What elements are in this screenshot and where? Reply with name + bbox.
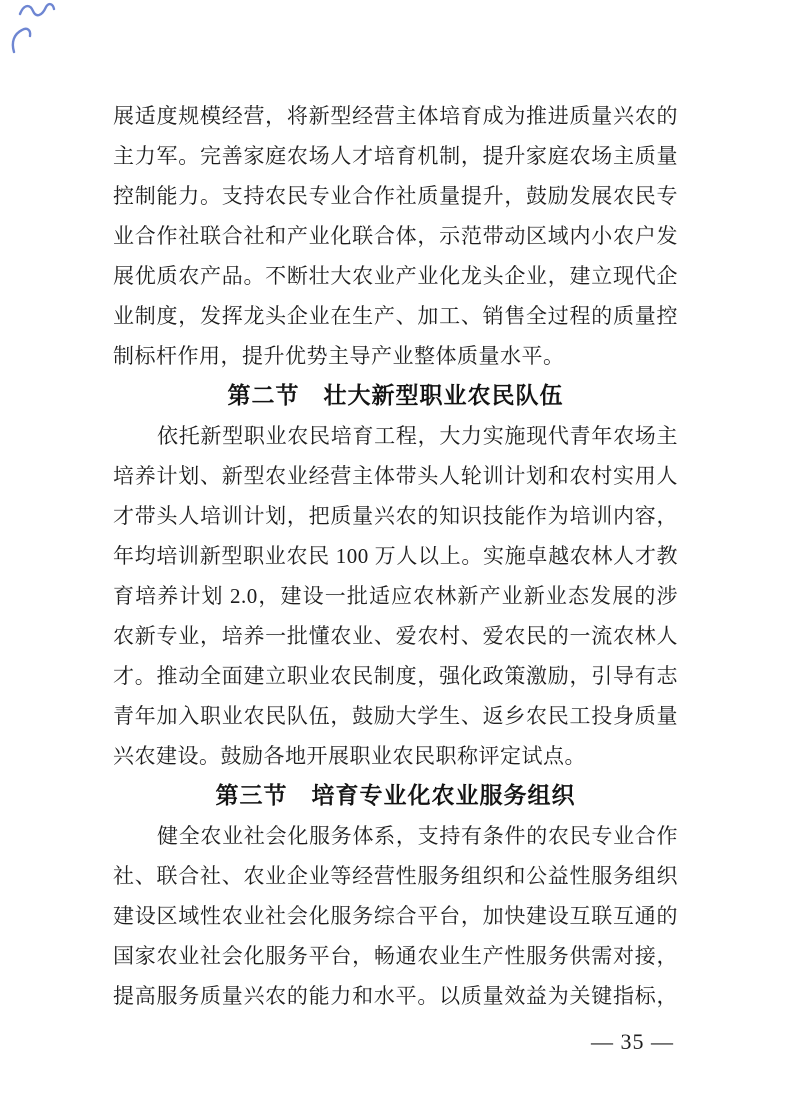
ink-annotation bbox=[6, 0, 58, 60]
text-line: 农新专业，培养一批懂农业、爱农村、爱农民的一流农林人 bbox=[113, 624, 678, 648]
text-line: 提高服务质量兴农的能力和水平。以质量效益为关键指标， bbox=[113, 984, 678, 1008]
text-line: 制标杆作用，提升优势主导产业整体质量水平。 bbox=[113, 344, 565, 368]
text-line: 年均培训新型职业农民 100 万人以上。实施卓越农林人才教 bbox=[113, 544, 678, 568]
page-number bbox=[113, 1022, 678, 1062]
section-heading: 第二节 壮大新型职业农民队伍 bbox=[227, 383, 564, 408]
text-line: 主力军。完善家庭农场人才培育机制，提升家庭农场主质量 bbox=[113, 144, 678, 168]
section-heading: 第三节 培育专业化农业服务组织 bbox=[215, 783, 576, 808]
text-line: 兴农建设。鼓励各地开展职业农民职称评定试点。 bbox=[113, 744, 586, 768]
text-line: 才带头人培训计划，把质量兴农的知识技能作为培训内容， bbox=[113, 504, 678, 528]
text-line: 育培养计划 2.0，建设一批适应农林新产业新业态发展的涉 bbox=[113, 584, 678, 608]
text-line: 培养计划、新型农业经营主体带头人轮训计划和农村实用人 bbox=[113, 464, 678, 488]
text-line: 依托新型职业农民培育工程，大力实施现代青年农场主 bbox=[157, 424, 678, 448]
text-line: 才。推动全面建立职业农民制度，强化政策激励，引导有志 bbox=[113, 664, 678, 688]
text-line: 业合作社联合社和产业化联合体，示范带动区域内小农户发 bbox=[113, 224, 678, 248]
document-body bbox=[113, 96, 678, 1016]
text-line: 国家农业社会化服务平台，畅通农业生产性服务供需对接， bbox=[113, 944, 678, 968]
page-number-label: — 35 — bbox=[591, 1029, 674, 1054]
text-line: 社、联合社、农业企业等经营性服务组织和公益性服务组织 bbox=[113, 864, 678, 888]
text-line: 建设区域性农业社会化服务综合平台，加快建设互联互通的 bbox=[113, 904, 678, 928]
text-line: 健全农业社会化服务体系，支持有条件的农民专业合作 bbox=[157, 824, 678, 848]
text-line: 业制度，发挥龙头企业在生产、加工、销售全过程的质量控 bbox=[113, 304, 678, 328]
text-line: 控制能力。支持农民专业合作社质量提升，鼓励发展农民专 bbox=[113, 184, 678, 208]
text-line: 展优质农产品。不断壮大农业产业化龙头企业，建立现代企 bbox=[113, 264, 678, 288]
text-line: 展适度规模经营，将新型经营主体培育成为推进质量兴农的 bbox=[113, 104, 678, 128]
text-line: 青年加入职业农民队伍，鼓励大学生、返乡农民工投身质量 bbox=[113, 704, 678, 728]
